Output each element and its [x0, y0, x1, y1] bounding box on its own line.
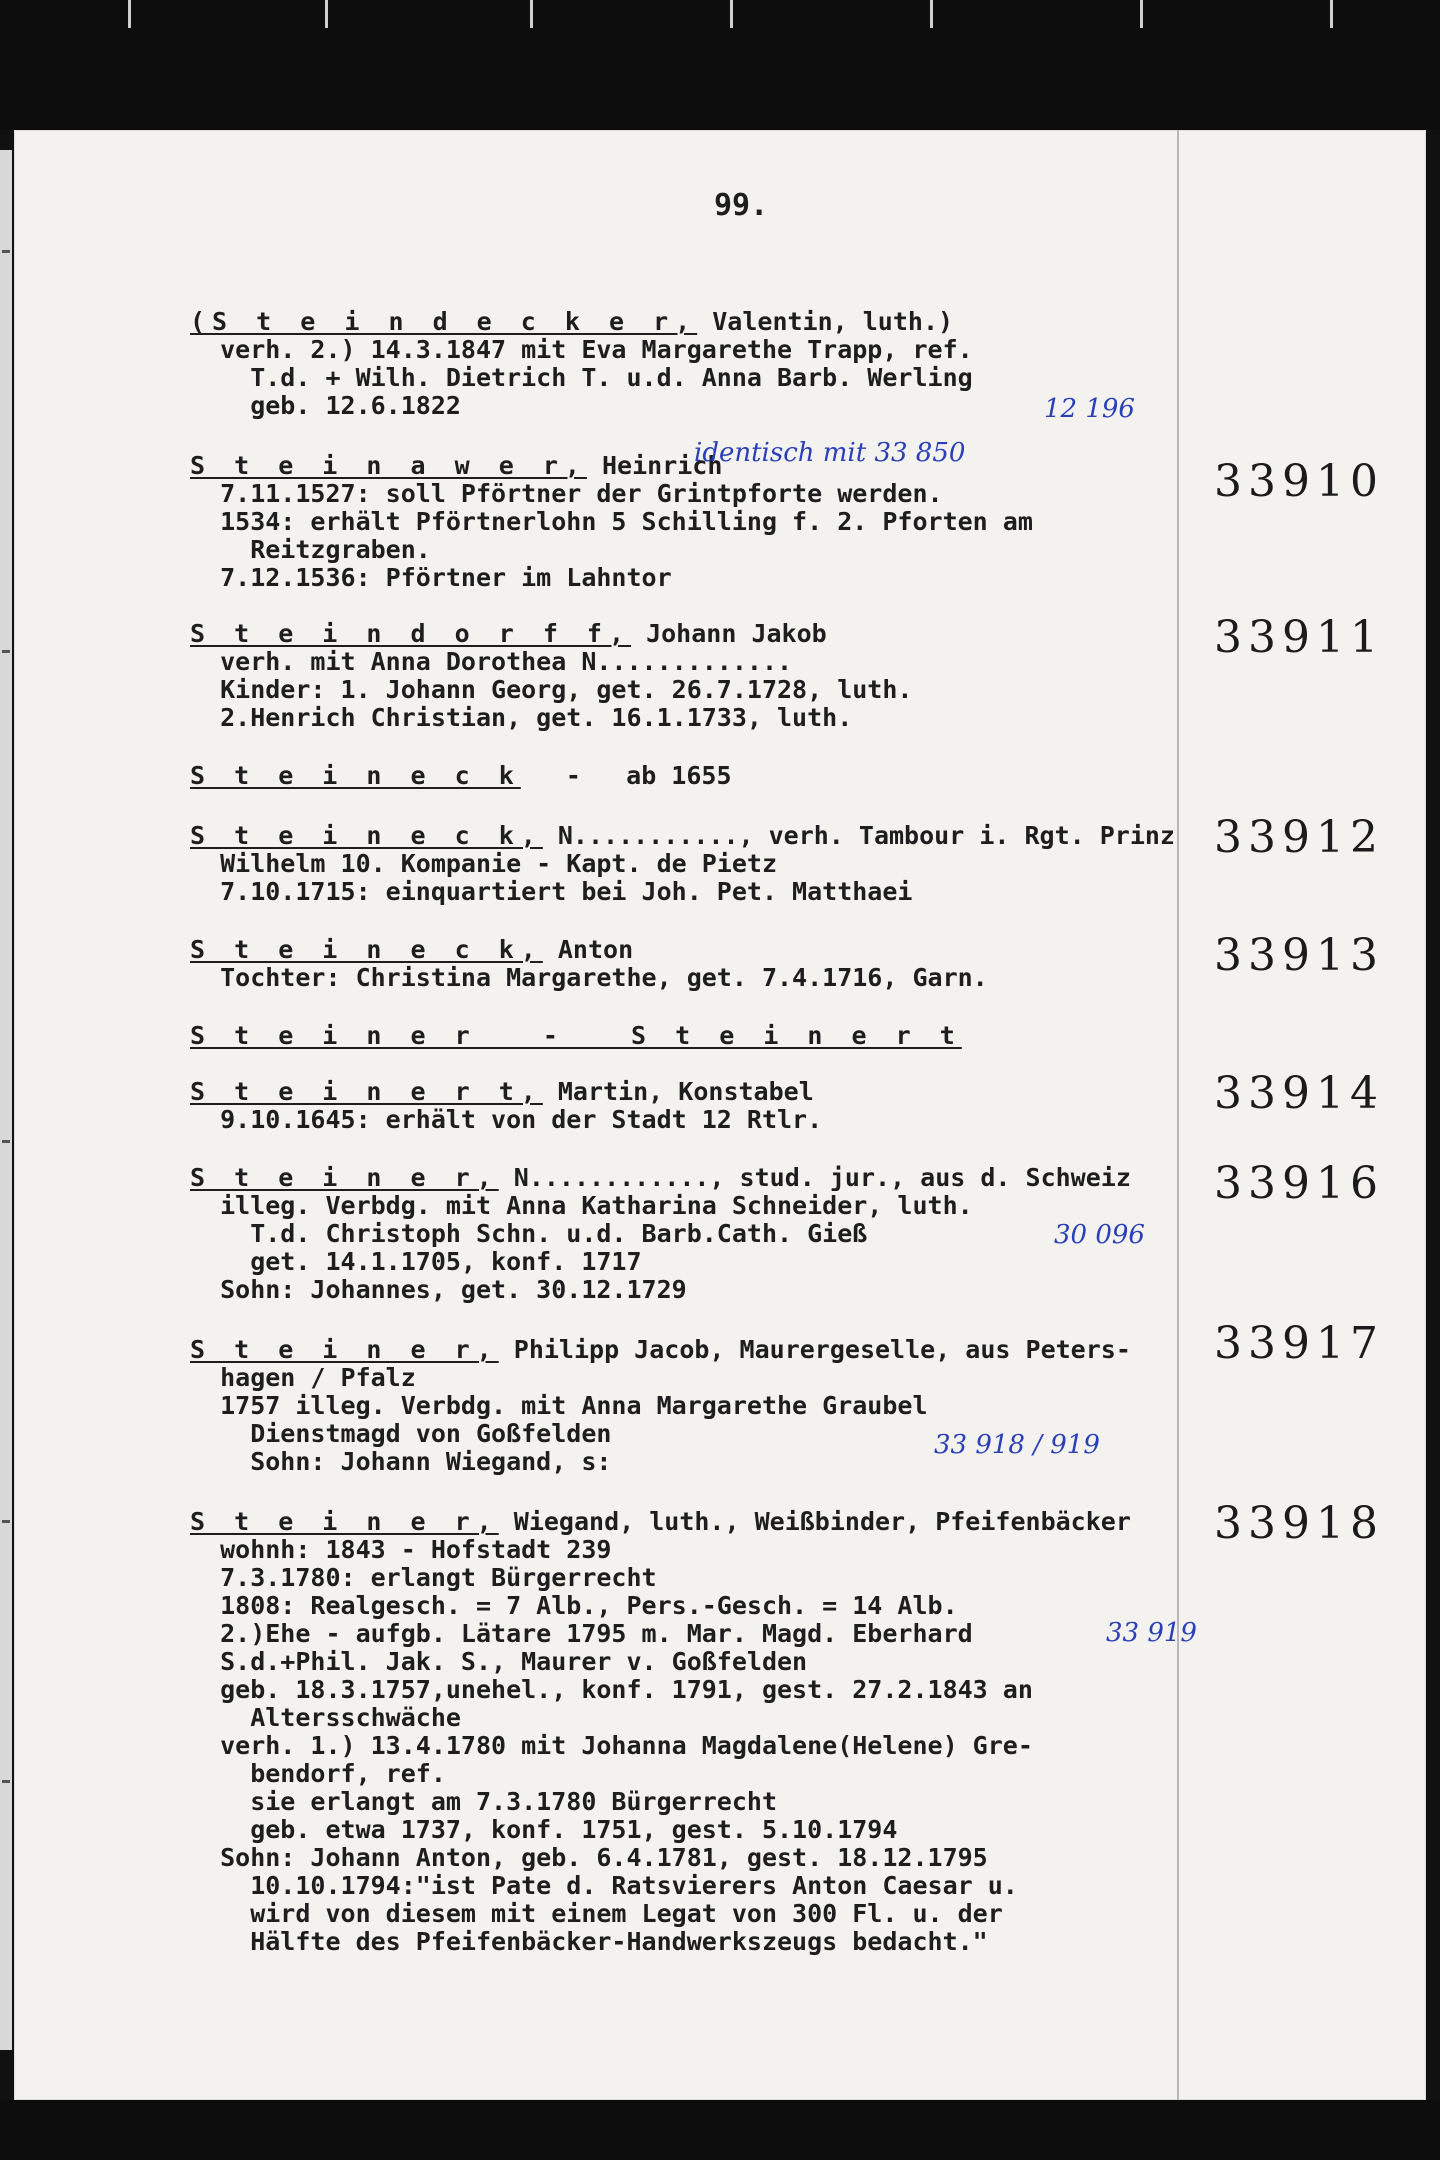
- entry-line: Kinder: 1. Johann Georg, get. 26.7.1728, luth.: [190, 675, 913, 704]
- entry-headword: S t e i n e r - S t e i n e r t: [190, 1021, 962, 1050]
- record-number: 33914: [1214, 1068, 1384, 1119]
- entry-line: sie erlangt am 7.3.1780 Bürgerrecht: [190, 1787, 777, 1816]
- entry-line: hagen / Pfalz: [190, 1363, 416, 1392]
- entry-line: [190, 1022, 962, 1050]
- entry-line: verh. 1.) 13.4.1780 mit Johanna Magdalene(Helene) Gre-: [190, 1731, 1033, 1760]
- record-number: 33918: [1214, 1498, 1384, 1549]
- entry-line: [190, 936, 633, 964]
- record-number: 33913: [1214, 930, 1384, 981]
- number-column-rule: [1177, 130, 1179, 2100]
- entry-line: 1757 illeg. Verbdg. mit Anna Margarethe Graubel: [190, 1391, 928, 1420]
- handwritten-note: 33 919: [1106, 1618, 1197, 1648]
- entry-line: 7.11.1527: soll Pförtner der Grintpforte werden.: [190, 479, 943, 508]
- entry-headword: S t e i n e c k,: [190, 935, 543, 964]
- border-tick: [1140, 0, 1143, 28]
- page-number: 99.: [714, 188, 769, 223]
- entry-line: [190, 308, 953, 336]
- record-number: 33916: [1214, 1158, 1384, 1209]
- entry-headword: (S t e i n d e c k e r,: [190, 307, 698, 336]
- film-top-border: [0, 0, 1440, 130]
- punch-mark: [2, 650, 10, 653]
- entry-headword-rest: Heinrich: [586, 451, 723, 480]
- entry-line: bendorf, ref.: [190, 1759, 446, 1788]
- entry-line: T.d. Christoph Schn. u.d. Barb.Cath. Gieß: [190, 1219, 868, 1248]
- punch-mark: [2, 1520, 10, 1523]
- film-bottom-border: [0, 2100, 1440, 2160]
- entry-line: verh. 2.) 14.3.1847 mit Eva Margarethe Trapp, ref.: [190, 335, 973, 364]
- entry-line: Wilhelm 10. Kompanie - Kapt. de Pietz: [190, 849, 777, 878]
- record-number: 33910: [1214, 456, 1384, 507]
- handwritten-note: identisch mit 33 850: [694, 438, 966, 468]
- record-number: 33912: [1214, 812, 1384, 863]
- border-tick: [128, 0, 131, 28]
- entry-line: geb. 18.3.1757,unehel., konf. 1791, gest. 27.2.1843 an: [190, 1675, 1033, 1704]
- entry-line: Altersschwäche: [190, 1703, 461, 1732]
- entry-line: Dienstmagd von Goßfelden: [190, 1419, 612, 1448]
- entry-line: [190, 1336, 1131, 1364]
- entry-line: 1534: erhält Pförtnerlohn 5 Schilling f. 2. Pforten am: [190, 507, 1033, 536]
- punch-mark: [2, 1780, 10, 1783]
- entry-headword: S t e i n e r,: [190, 1507, 499, 1536]
- entry-line: 10.10.1794:"ist Pate d. Ratsvierers Anton Caesar u.: [190, 1871, 1018, 1900]
- entry-line: [190, 1508, 1131, 1536]
- entry-line: geb. etwa 1737, konf. 1751, gest. 5.10.1794: [190, 1815, 898, 1844]
- entry-line: wohnh: 1843 - Hofstadt 239: [190, 1535, 612, 1564]
- punch-mark: [2, 1140, 10, 1143]
- entry-line: 7.12.1536: Pförtner im Lahntor: [190, 563, 672, 592]
- entry-line: Sohn: Johann Wiegand, s:: [190, 1447, 612, 1476]
- entry-headword: S t e i n e r,: [190, 1163, 499, 1192]
- border-tick: [530, 0, 533, 28]
- entry-line: [190, 620, 827, 648]
- entry-line: [190, 1164, 1131, 1192]
- entry-headword-rest: Anton: [542, 935, 634, 964]
- border-tick: [1330, 0, 1333, 28]
- entry-headword-rest: Johann Jakob: [631, 619, 827, 648]
- border-tick: [930, 0, 933, 28]
- entry-headword: S t e i n e r t,: [190, 1077, 543, 1106]
- entry-headword-rest: Philipp Jacob, Maurergeselle, aus Peters-: [498, 1335, 1131, 1364]
- entry-line: Sohn: Johannes, get. 30.12.1729: [190, 1275, 687, 1304]
- record-number: 33911: [1214, 612, 1384, 663]
- entry-line: 2.Henrich Christian, get. 16.1.1733, luth.: [190, 703, 853, 732]
- entry-headword: S t e i n e c k: [190, 761, 521, 790]
- border-tick: [325, 0, 328, 28]
- entry-line: Tochter: Christina Margarethe, get. 7.4.1716, Garn.: [190, 963, 988, 992]
- entry-line: [190, 1078, 814, 1106]
- entry-line: 2.)Ehe - aufgb. Lätare 1795 m. Mar. Magd. Eberhard: [190, 1619, 973, 1648]
- entry-headword: S t e i n d o r f f,: [190, 619, 632, 648]
- entry-line: illeg. Verbdg. mit Anna Katharina Schneider, luth.: [190, 1191, 973, 1220]
- entry-headword-rest: Wiegand, luth., Weißbinder, Pfeifenbäcker: [498, 1507, 1131, 1536]
- entry-line: geb. 12.6.1822: [190, 391, 461, 420]
- entry-headword: S t e i n e c k,: [190, 821, 543, 850]
- entry-headword-rest: Valentin, luth.): [697, 307, 954, 336]
- handwritten-note: 30 096: [1054, 1220, 1145, 1250]
- entry-line: get. 14.1.1705, konf. 1717: [190, 1247, 642, 1276]
- entry-line: Sohn: Johann Anton, geb. 6.4.1781, gest. 18.12.1795: [190, 1843, 988, 1872]
- handwritten-note: 33 918 / 919: [934, 1430, 1100, 1460]
- entry-line: [190, 452, 722, 480]
- film-left-edge: [0, 150, 12, 2050]
- record-number: 33917: [1214, 1318, 1384, 1369]
- entry-line: verh. mit Anna Dorothea N.............: [190, 647, 793, 676]
- entry-line: [190, 822, 1175, 850]
- entry-headword: S t e i n a w e r,: [190, 451, 587, 480]
- entry-line: [190, 762, 732, 790]
- entry-headword-rest: Martin, Konstabel: [542, 1077, 814, 1106]
- index-card-page: [14, 130, 1426, 2100]
- entry-line: 7.3.1780: erlangt Bürgerrecht: [190, 1563, 657, 1592]
- entry-line: 7.10.1715: einquartiert bei Joh. Pet. Matthaei: [190, 877, 913, 906]
- handwritten-note: 12 196: [1044, 394, 1135, 424]
- entry-headword-rest: N............, stud. jur., aus d. Schweiz: [498, 1163, 1131, 1192]
- entry-headword-rest: - ab 1655: [520, 761, 732, 790]
- punch-mark: [2, 250, 10, 253]
- border-tick: [730, 0, 733, 28]
- entry-line: 9.10.1645: erhält von der Stadt 12 Rtlr.: [190, 1105, 823, 1134]
- entry-line: Reitzgraben.: [190, 535, 431, 564]
- entry-headword-rest: N..........., verh. Tambour i. Rgt. Prinz: [542, 821, 1175, 850]
- entry-line: T.d. + Wilh. Dietrich T. u.d. Anna Barb. Werling: [190, 363, 973, 392]
- entry-headword: S t e i n e r,: [190, 1335, 499, 1364]
- entry-line: wird von diesem mit einem Legat von 300 Fl. u. der: [190, 1899, 1003, 1928]
- entry-line: S.d.+Phil. Jak. S., Maurer v. Goßfelden: [190, 1647, 808, 1676]
- entry-line: 1808: Realgesch. = 7 Alb., Pers.-Gesch. = 14 Alb.: [190, 1591, 958, 1620]
- entry-line: Hälfte des Pfeifenbäcker-Handwerkszeugs bedacht.": [190, 1927, 988, 1956]
